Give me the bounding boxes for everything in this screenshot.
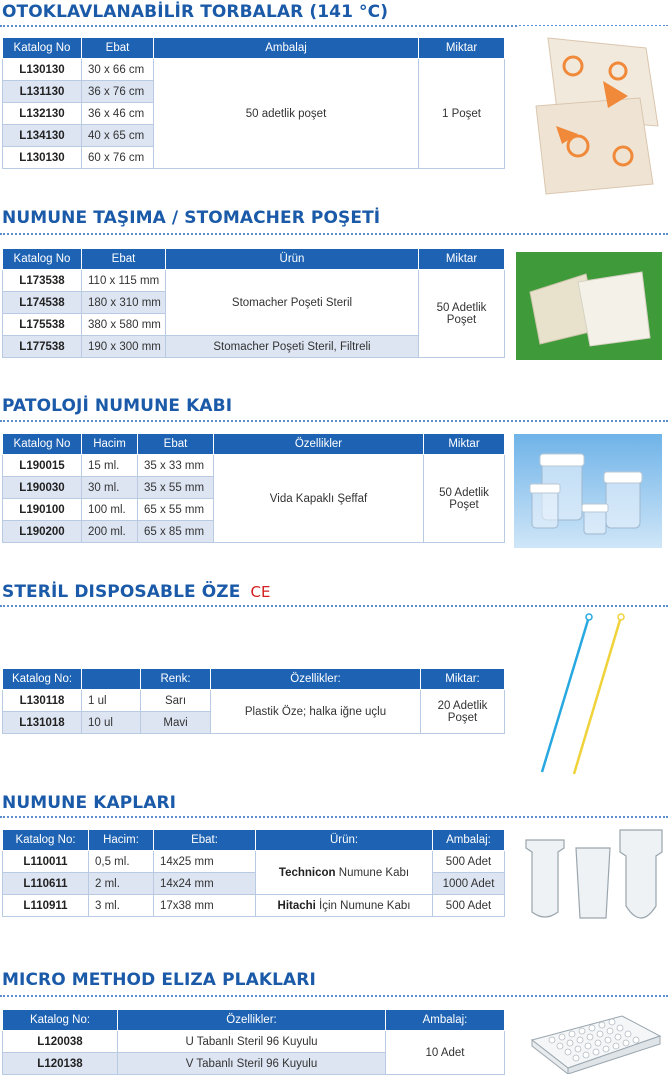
- sterile-loops-table: [2, 668, 505, 734]
- packaging: 50 adetlik poşet: [154, 59, 419, 169]
- header-color: Renk:: [141, 669, 211, 690]
- header-size: Ebat:: [154, 830, 256, 851]
- volume: 200 ml.: [82, 521, 138, 543]
- header-volume: Hacim:: [89, 830, 154, 851]
- catalog-no: L175538: [3, 314, 82, 336]
- catalog-no: L190100: [3, 499, 82, 521]
- header-quantity: Miktar:: [421, 669, 505, 690]
- catalog-no: L130130: [3, 59, 82, 81]
- header-features: Özellikler: [214, 434, 424, 455]
- header-quantity: Miktar: [424, 434, 505, 455]
- autoclave-bags-photo-icon: [518, 26, 668, 196]
- features: Vida Kapaklı Şeffaf: [214, 455, 424, 543]
- catalog-no: L131018: [3, 712, 82, 734]
- header-catalog-no: Katalog No:: [3, 1010, 118, 1031]
- packaging: 500 Adet: [433, 851, 505, 873]
- size: 65 x 85 mm: [138, 521, 214, 543]
- header-catalog-no: Katalog No: [3, 434, 82, 455]
- catalog-no: L120038: [3, 1031, 118, 1053]
- table-row: [3, 270, 505, 292]
- microplate-photo-icon: [522, 1010, 666, 1074]
- color: Sarı: [141, 690, 211, 712]
- quantity-line: Poşet: [447, 711, 478, 724]
- section-title-sterile-loops: [2, 582, 271, 602]
- section-divider: [0, 995, 668, 997]
- section-divider: [0, 233, 668, 235]
- quantity-line: Poşet: [446, 313, 477, 326]
- product-text: Numune Kabı: [335, 866, 410, 879]
- size: 190 x 300 mm: [82, 336, 166, 358]
- quantity-line: 20 Adetlik: [437, 699, 488, 712]
- quantity-line: 50 Adetlik: [439, 486, 489, 499]
- features: V Tabanlı Steril 96 Kuyulu: [118, 1053, 386, 1075]
- size: 180 x 310 mm: [82, 292, 166, 314]
- catalog-no: L173538: [3, 270, 82, 292]
- table-row: [3, 690, 505, 712]
- table-row: [3, 895, 505, 917]
- table-row: [3, 851, 505, 873]
- catalog-no: L130118: [3, 690, 82, 712]
- packaging: 1000 Adet: [433, 873, 505, 895]
- eliza-plates-table: [2, 1009, 505, 1075]
- section-title-pathology: PATOLOJİ NUMUNE KABI: [2, 396, 233, 416]
- product-text: İçin Numune Kabı: [315, 899, 411, 912]
- table-header: [3, 1010, 505, 1031]
- section-divider: [0, 816, 668, 818]
- ce-mark-icon: CE: [250, 583, 271, 601]
- product: Stomacher Poşeti Steril, Filtreli: [166, 336, 419, 358]
- quantity: [421, 690, 505, 734]
- table-header: [3, 669, 505, 690]
- header-volume: [82, 669, 141, 690]
- product: [256, 851, 433, 895]
- quantity-line: 50 Adetlik: [436, 301, 487, 314]
- product: [256, 895, 433, 917]
- header-quantity: Miktar: [419, 249, 505, 270]
- volume: 0,5 ml.: [89, 851, 154, 873]
- inoculation-loops-photo-icon: [530, 612, 630, 778]
- header-product: Ürün: [166, 249, 419, 270]
- section-divider: [0, 605, 668, 607]
- quantity: [424, 455, 505, 543]
- header-features: Özellikler:: [211, 669, 421, 690]
- stomacher-bags-photo-icon: [516, 252, 662, 360]
- quantity: [419, 270, 505, 358]
- header-catalog-no: Katalog No:: [3, 669, 82, 690]
- brand-technicon: Technicon: [278, 866, 336, 879]
- header-packaging: Ambalaj:: [386, 1010, 505, 1031]
- header-features: Özellikler:: [118, 1010, 386, 1031]
- catalog-no: L110911: [3, 895, 89, 917]
- catalog-no: L110011: [3, 851, 89, 873]
- packaging: 10 Adet: [386, 1031, 505, 1075]
- size: 14x25 mm: [154, 851, 256, 873]
- quantity: 1 Poşet: [419, 59, 505, 169]
- features: U Tabanlı Steril 96 Kuyulu: [118, 1031, 386, 1053]
- header-volume: Hacim: [82, 434, 138, 455]
- header-product: Ürün:: [256, 830, 433, 851]
- size: 36 x 76 cm: [82, 81, 154, 103]
- volume: 3 ml.: [89, 895, 154, 917]
- header-packaging: Ambalaj:: [433, 830, 505, 851]
- product: Stomacher Poşeti Steril: [166, 270, 419, 336]
- size: 60 x 76 cm: [82, 147, 154, 169]
- sample-cups-table: [2, 829, 505, 917]
- header-catalog-no: Katalog No:: [3, 830, 89, 851]
- size: 40 x 65 cm: [82, 125, 154, 147]
- catalog-no: L190015: [3, 455, 82, 477]
- header-packaging: Ambalaj: [154, 38, 419, 59]
- volume: 1 ul: [82, 690, 141, 712]
- brand-hitachi: Hitachi: [277, 899, 316, 912]
- catalog-no: L177538: [3, 336, 82, 358]
- header-size: Ebat: [82, 38, 154, 59]
- header-size: Ebat: [138, 434, 214, 455]
- table-header: [3, 434, 505, 455]
- table-row: [3, 455, 505, 477]
- table-header: [3, 249, 505, 270]
- section-title-stomacher: NUMUNE TAŞIMA / STOMACHER POŞETİ: [2, 208, 381, 228]
- catalog-no: L134130: [3, 125, 82, 147]
- section-title-autoclave-bags: OTOKLAVLANABİLİR TORBALAR (141 °C): [2, 2, 389, 22]
- header-catalog-no: Katalog No: [3, 249, 82, 270]
- packaging: 500 Adet: [433, 895, 505, 917]
- sample-cups-photo-icon: [520, 826, 666, 936]
- size: 17x38 mm: [154, 895, 256, 917]
- features: Plastik Öze; halka iğne uçlu: [211, 690, 421, 734]
- quantity-line: Poşet: [449, 498, 479, 511]
- header-size: Ebat: [82, 249, 166, 270]
- size: 65 x 55 mm: [138, 499, 214, 521]
- section-title-eliza-plates: MICRO METHOD ELIZA PLAKLARI: [2, 970, 316, 990]
- section-title-sample-cups: NUMUNE KAPLARI: [2, 793, 177, 813]
- header-quantity: Miktar: [419, 38, 505, 59]
- catalog-no: L120138: [3, 1053, 118, 1075]
- size: 380 x 580 mm: [82, 314, 166, 336]
- catalog-no: L132130: [3, 103, 82, 125]
- section-divider: [0, 420, 668, 422]
- stomacher-table: [2, 248, 505, 358]
- size: 110 x 115 mm: [82, 270, 166, 292]
- catalog-no: L174538: [3, 292, 82, 314]
- section-title-text: STERİL DISPOSABLE ÖZE: [2, 582, 241, 602]
- catalog-no: L110611: [3, 873, 89, 895]
- specimen-jars-photo-icon: [514, 434, 662, 548]
- autoclave-bags-table: [2, 37, 505, 169]
- table-header: [3, 830, 505, 851]
- table-row: [3, 59, 505, 81]
- catalog-no: L130130: [3, 147, 82, 169]
- size: 35 x 33 mm: [138, 455, 214, 477]
- color: Mavi: [141, 712, 211, 734]
- pathology-table: [2, 433, 505, 543]
- catalog-no: L190200: [3, 521, 82, 543]
- size: 35 x 55 mm: [138, 477, 214, 499]
- size: 36 x 46 cm: [82, 103, 154, 125]
- volume: 2 ml.: [89, 873, 154, 895]
- table-header: [3, 38, 505, 59]
- volume: 15 ml.: [82, 455, 138, 477]
- table-row: [3, 1031, 505, 1053]
- volume: 100 ml.: [82, 499, 138, 521]
- header-catalog-no: Katalog No: [3, 38, 82, 59]
- catalog-no: L131130: [3, 81, 82, 103]
- size: 30 x 66 cm: [82, 59, 154, 81]
- volume: 10 ul: [82, 712, 141, 734]
- catalog-no: L190030: [3, 477, 82, 499]
- size: 14x24 mm: [154, 873, 256, 895]
- volume: 30 ml.: [82, 477, 138, 499]
